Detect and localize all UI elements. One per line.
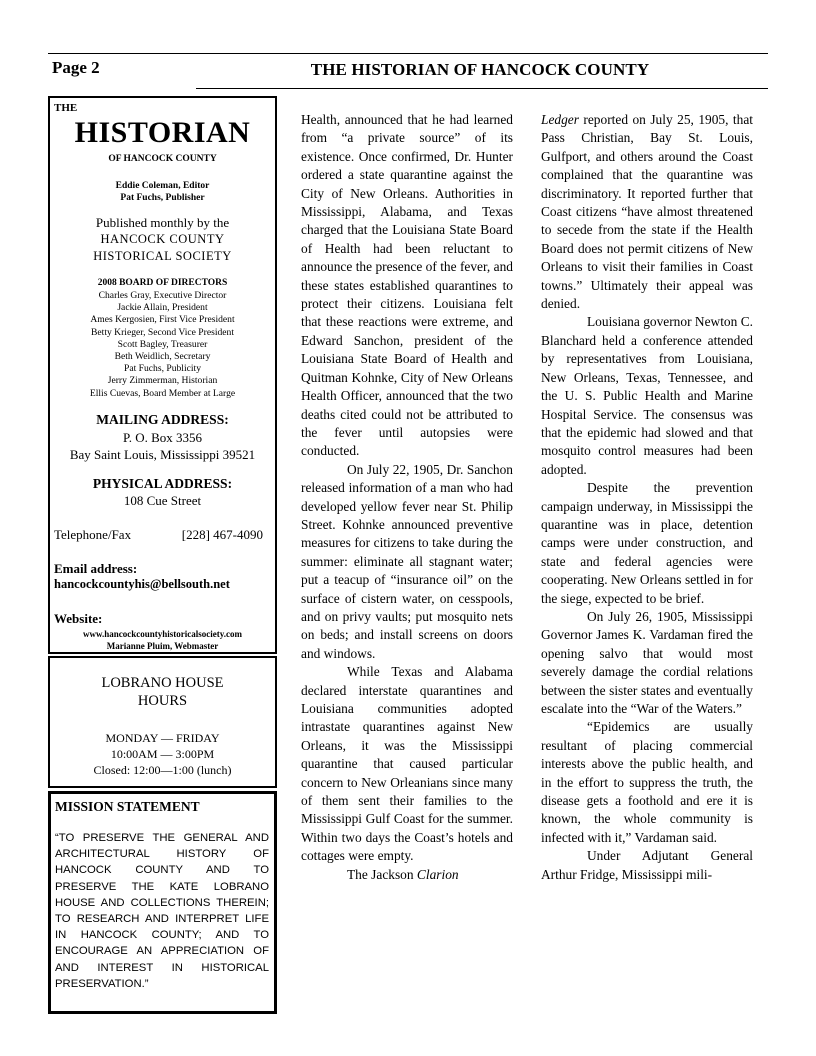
board-member: Scott Bagley, Treasurer	[117, 338, 208, 350]
mission-heading: MISSION STATEMENT	[55, 799, 200, 814]
board-member: Jackie Allain, President	[117, 302, 208, 314]
mission-text: “TO PRESERVE THE GENERAL AND ARCHITECTURAL HISTORY OF HANCOCK COUNTY AND TO PRESERVE THE KATE LOBRANO HOUSE AND COLLECTIONS THEREIN; TO RESEARCH AND INTERPRET LIFE IN HANCOCK COUNTY; AND TO ENCOURAGE AN APPRECIATION OF AND INTEREST IN HISTORICAL PRESERVATION.”	[55, 832, 269, 990]
hours-days: MONDAY — FRIDAY	[105, 731, 220, 745]
webmaster-line: Marianne Pluim, Webmaster	[106, 641, 219, 651]
article-text: reported on July 25, 1905, that Pass Christian, Bay St. Louis, Gulfport, and others around the Coast complained that the quarantine was discriminatory. It reported further that Coast citizens “have almost threatened to secede from the state if the Health Board does not permit citizens of New Orleans to visit their families in Coast towns.” Ultimately their appeal was denied.	[541, 112, 753, 312]
header-bottom-rule	[196, 88, 768, 89]
hours-title	[50, 674, 275, 710]
email-heading: Email address:	[54, 561, 138, 576]
article-text: The Jackson	[347, 866, 417, 882]
society-name-line2: HISTORICAL SOCIETY	[93, 249, 232, 263]
website-url: www.hancockcountyhistoricalsociety.com	[83, 629, 242, 639]
hours-title-line1: LOBRANO HOUSE	[101, 675, 224, 691]
masthead-box	[48, 96, 277, 654]
board-member: Jerry Zimmerman, Historian	[107, 375, 218, 387]
board-member: Pat Fuchs, Publicity	[123, 363, 202, 375]
publisher-block	[50, 214, 275, 265]
article-paragraph: Under Adjutant General Arthur Fridge, Mississippi mili-	[541, 848, 753, 882]
website-block	[50, 628, 275, 652]
page-number: Page 2	[52, 58, 100, 77]
mailing-address-line1: P. O. Box 3356	[122, 430, 203, 445]
physical-address: 108 Cue Street	[123, 493, 202, 508]
board-member: Charles Gray, Executive Director	[98, 290, 227, 301]
board-member: Betty Krieger, Second Vice President	[91, 326, 234, 338]
board-member: Ames Kergosien, First Vice President	[90, 314, 235, 326]
board-member: Ellis Cuevas, Board Member at Large	[89, 387, 236, 399]
newspaper-name: Clarion	[416, 866, 459, 882]
house-hours-box	[48, 656, 277, 788]
article-paragraph: Despite the prevention campaign underway, in Mississippi the quarantine was in place, detention camps were under construction, and state and federal agencies were cooperating. New Orleans settled in for the siege, expected to be brief.	[541, 480, 753, 606]
hours-schedule	[50, 730, 275, 778]
masthead-the: THE	[54, 102, 78, 114]
article-column-1	[301, 111, 513, 884]
hours-closed: Closed: 12:00—1:00 (lunch)	[93, 763, 232, 777]
masthead-staff	[50, 180, 275, 204]
article-paragraph: “Epidemics are usually resultant of placing commercial interests above the public health, and in the effort to suppress the truth, the disease gets a foothold and ere it is known, the whole community is infected with it,” Vardaman said.	[541, 719, 753, 845]
article-paragraph: On July 26, 1905, Mississippi Governor James K. Vardaman fired the opening salvo that would most severely damage the cordial relations between the sister states and eventually escalate into the “War of the Waters.”	[541, 608, 753, 716]
article-column-2	[541, 111, 753, 884]
website-heading: Website:	[54, 611, 103, 626]
board-member: Beth Weidlich, Secretary	[114, 351, 211, 363]
newspaper-name: Ledger	[541, 112, 579, 127]
physical-address-heading: PHYSICAL ADDRESS:	[92, 476, 233, 491]
article-paragraph: Health, announced that he had learned from “a private source” of its existence. Once confirmed, Dr. Hunter ordered a state quarantine against the City of New Orleans. Authorities in Mississippi, Alabama, and Texas charged that the Louisiana State Board of Health had been reluctant to announce the presence of the fever, and these states established quarantines to protect their citizens. Louisiana felt that these reactions were extreme, and Edward Sanchon, president of the Louisiana State Board of Health and Quitman Kohnke, City of New Orleans Health Officer, announced that the two deaths cited could not be attributed to the fever until autopsies were conducted.	[301, 112, 513, 459]
mailing-address	[50, 429, 275, 463]
article-paragraph: Louisiana governor Newton C. Blanchard held a conference attended by representatives from Louisiana, New Orleans, Texas, Tennessee, and the U. S. Public Health and Marine Hospital Service. The consensus was that the epidemic had slowed and that mosquito control measures had been adopted.	[541, 314, 753, 477]
telephone-number: [228] 467-4090	[181, 527, 263, 542]
mission-statement-box	[48, 791, 277, 1014]
mailing-address-heading: MAILING ADDRESS:	[96, 412, 229, 427]
masthead-subtitle: OF HANCOCK COUNTY	[108, 154, 217, 164]
publisher-line: Pat Fuchs, Publisher	[120, 193, 205, 203]
telephone-label: Telephone/Fax	[54, 527, 132, 542]
editor-line: Eddie Coleman, Editor	[115, 181, 210, 191]
email-address: hancockcountyhis@bellsouth.net	[54, 577, 230, 591]
masthead-title: HISTORIAN	[74, 116, 251, 149]
board-list	[50, 290, 275, 400]
hours-time: 10:00AM — 3:00PM	[110, 747, 215, 761]
header-top-rule	[48, 53, 768, 54]
hours-title-line2: HOURS	[137, 693, 188, 709]
newsletter-running-title: THE HISTORIAN OF HANCOCK COUNTY	[310, 60, 650, 79]
mailing-address-line2: Bay Saint Louis, Mississippi 39521	[69, 447, 256, 462]
board-heading: 2008 BOARD OF DIRECTORS	[97, 278, 228, 288]
article-paragraph	[301, 866, 513, 884]
society-name-line1: HANCOCK COUNTY	[100, 232, 225, 246]
published-by: Published monthly by the	[95, 215, 230, 230]
article-paragraph: On July 22, 1905, Dr. Sanchon released information of a man who had developed yellow fever near St. Philip Street. Kohnke announced preventive measures for citizens to take during the summer: eliminate all stagnant water; put a teacup of “insurance oil” on the surface of cistern water, on cesspools, and on privy vaults; put mosquito nets on beds; and install screens on doors and windows.	[301, 461, 513, 661]
article-paragraph: While Texas and Alabama declared interstate quarantines and Louisiana communities adopted intrastate quarantines against New Orleans, it was the Mississippi quarantine that caused particular concern to New Orleanians since many of them sent their families to the Mississippi Gulf Coast for the summer. Within two days the Coast’s hotels and cottages were empty.	[301, 664, 513, 864]
article-paragraph	[541, 111, 753, 313]
